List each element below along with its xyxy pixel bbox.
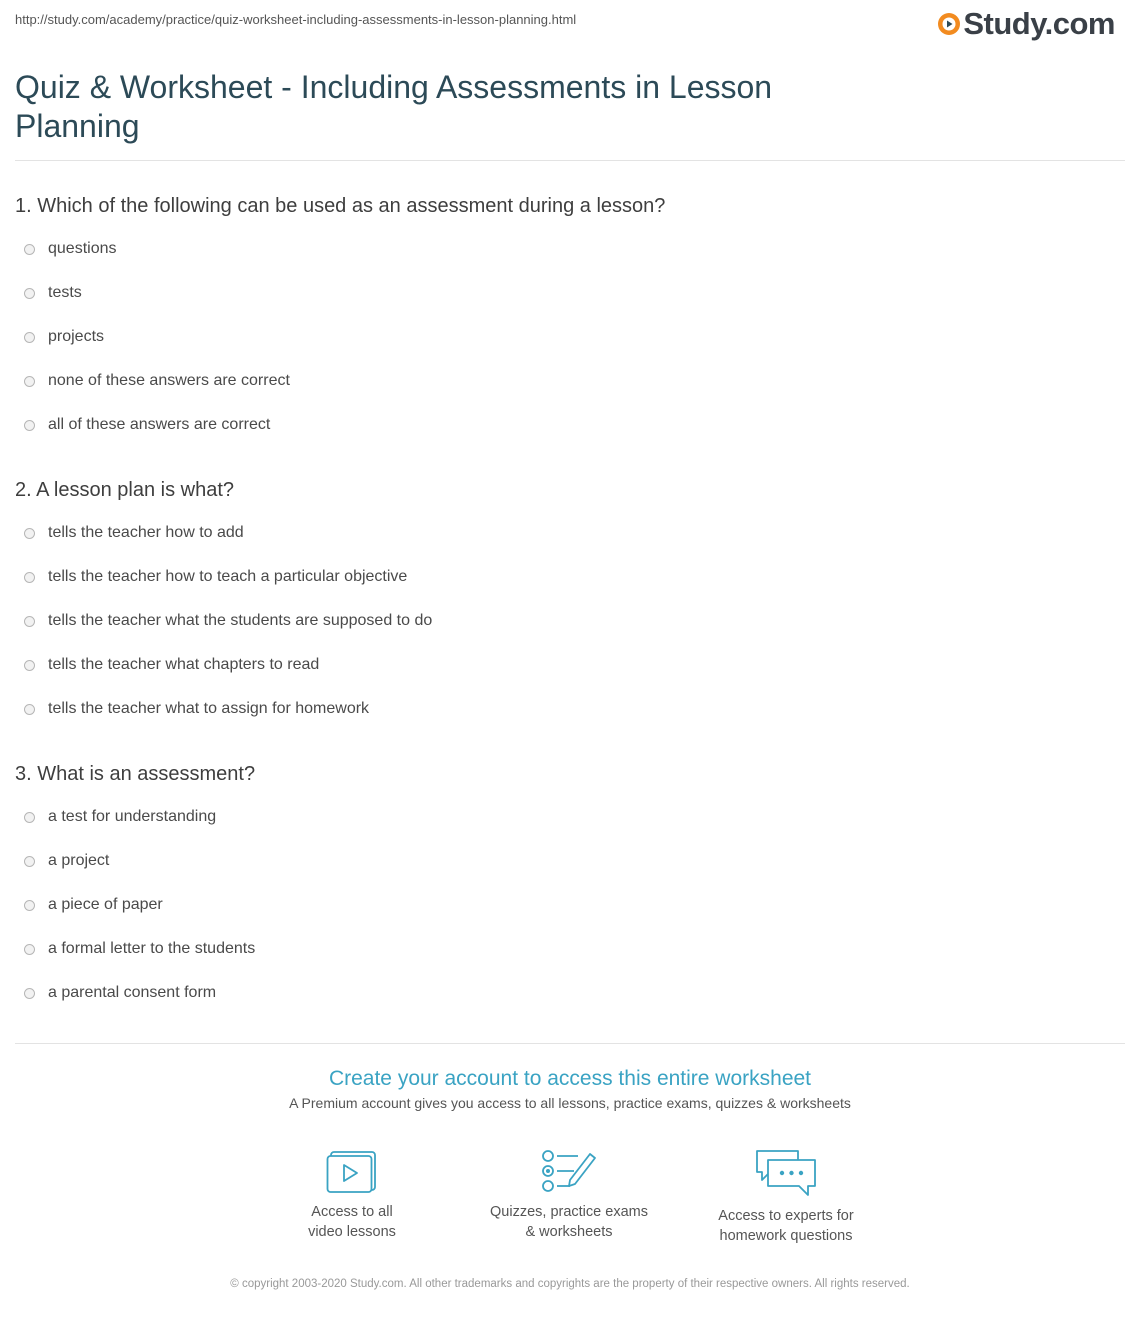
feature-quizzes: [469, 1148, 669, 1242]
answer-label: a piece of paper: [48, 896, 163, 913]
answer-label: tells the teacher what to assign for homework: [48, 700, 370, 717]
answer-option[interactable]: [15, 555, 1115, 599]
answer-option[interactable]: [15, 883, 1115, 927]
answer-label: all of these answers are correct: [48, 416, 271, 433]
radio-button[interactable]: [24, 616, 35, 627]
options-list: [15, 227, 1115, 447]
question-text: 1. Which of the following can be used as an assessment during a lesson?: [15, 195, 666, 217]
radio-button[interactable]: [24, 900, 35, 911]
radio-button[interactable]: [24, 988, 35, 999]
answer-option[interactable]: [15, 643, 1115, 687]
answer-label: tells the teacher what chapters to read: [48, 656, 320, 673]
signup-promo: [0, 1066, 1140, 1111]
answer-option[interactable]: [15, 839, 1115, 883]
radio-button[interactable]: [24, 288, 35, 299]
checklist-icon: [540, 1148, 598, 1194]
feature-label: Access to all video lessons: [308, 1204, 396, 1240]
page-url: http://study.com/academy/practice/quiz-worksheet-including-assessments-in-lesson-planning.html: [15, 12, 577, 27]
answer-option[interactable]: [15, 511, 1115, 555]
radio-button[interactable]: [24, 420, 35, 431]
copyright-notice: © copyright 2003-2020 Study.com. All other trademarks and copyrights are the property of their respective owners. All rights reserved.: [230, 1278, 910, 1290]
answer-label: tells the teacher how to add: [48, 524, 244, 541]
radio-button[interactable]: [24, 244, 35, 255]
radio-button[interactable]: [24, 856, 35, 867]
page-title: Quiz & Worksheet - Including Assessments in Lesson Planning: [15, 69, 773, 144]
question-text: 2. A lesson plan is what?: [15, 479, 235, 501]
question-text: 3. What is an assessment?: [15, 763, 256, 785]
question-2: [15, 476, 1115, 731]
create-account-link[interactable]: Create your account to access this entire worksheet: [328, 1067, 812, 1090]
answer-option[interactable]: [15, 403, 1115, 447]
logo-text: Study.com: [963, 6, 1115, 41]
answer-label: projects: [48, 328, 105, 345]
radio-button[interactable]: [24, 528, 35, 539]
radio-button[interactable]: [24, 812, 35, 823]
answer-option[interactable]: [15, 359, 1115, 403]
answer-label: tells the teacher what the students are supposed to do: [48, 612, 433, 629]
play-circle-icon: [937, 12, 961, 36]
answer-label: tests: [48, 284, 82, 301]
promo-subtitle: A Premium account gives you access to all lessons, practice exams, quizzes & worksheets: [289, 1095, 851, 1111]
radio-button[interactable]: [24, 944, 35, 955]
answer-label: a project: [48, 852, 110, 869]
options-list: [15, 511, 1115, 731]
study-logo[interactable]: [937, 6, 1115, 42]
answer-label: a parental consent form: [48, 984, 217, 1001]
divider: [15, 1043, 1125, 1044]
answer-label: a formal letter to the students: [48, 940, 256, 957]
answer-label: tells the teacher how to teach a particular objective: [48, 568, 408, 585]
feature-label: Access to experts for homework questions: [718, 1208, 854, 1244]
answer-option[interactable]: [15, 599, 1115, 643]
answer-label: a test for understanding: [48, 808, 217, 825]
answer-label: questions: [48, 240, 117, 257]
video-lesson-icon: [326, 1148, 378, 1194]
feature-video-lessons: [252, 1148, 452, 1242]
answer-option[interactable]: [15, 971, 1115, 1015]
feature-label: Quizzes, practice exams & worksheets: [490, 1204, 648, 1240]
question-3: [15, 760, 1115, 1015]
question-1: [15, 192, 1115, 447]
chat-bubbles-icon: [754, 1148, 818, 1198]
answer-option[interactable]: [15, 227, 1115, 271]
radio-button[interactable]: [24, 704, 35, 715]
answer-option[interactable]: [15, 687, 1115, 731]
feature-experts: [686, 1148, 886, 1246]
options-list: [15, 795, 1115, 1015]
radio-button[interactable]: [24, 376, 35, 387]
answer-option[interactable]: [15, 795, 1115, 839]
answer-label: none of these answers are correct: [48, 372, 290, 389]
answer-option[interactable]: [15, 315, 1115, 359]
answer-option[interactable]: [15, 927, 1115, 971]
divider: [15, 160, 1125, 161]
radio-button[interactable]: [24, 332, 35, 343]
radio-button[interactable]: [24, 572, 35, 583]
radio-button[interactable]: [24, 660, 35, 671]
answer-option[interactable]: [15, 271, 1115, 315]
